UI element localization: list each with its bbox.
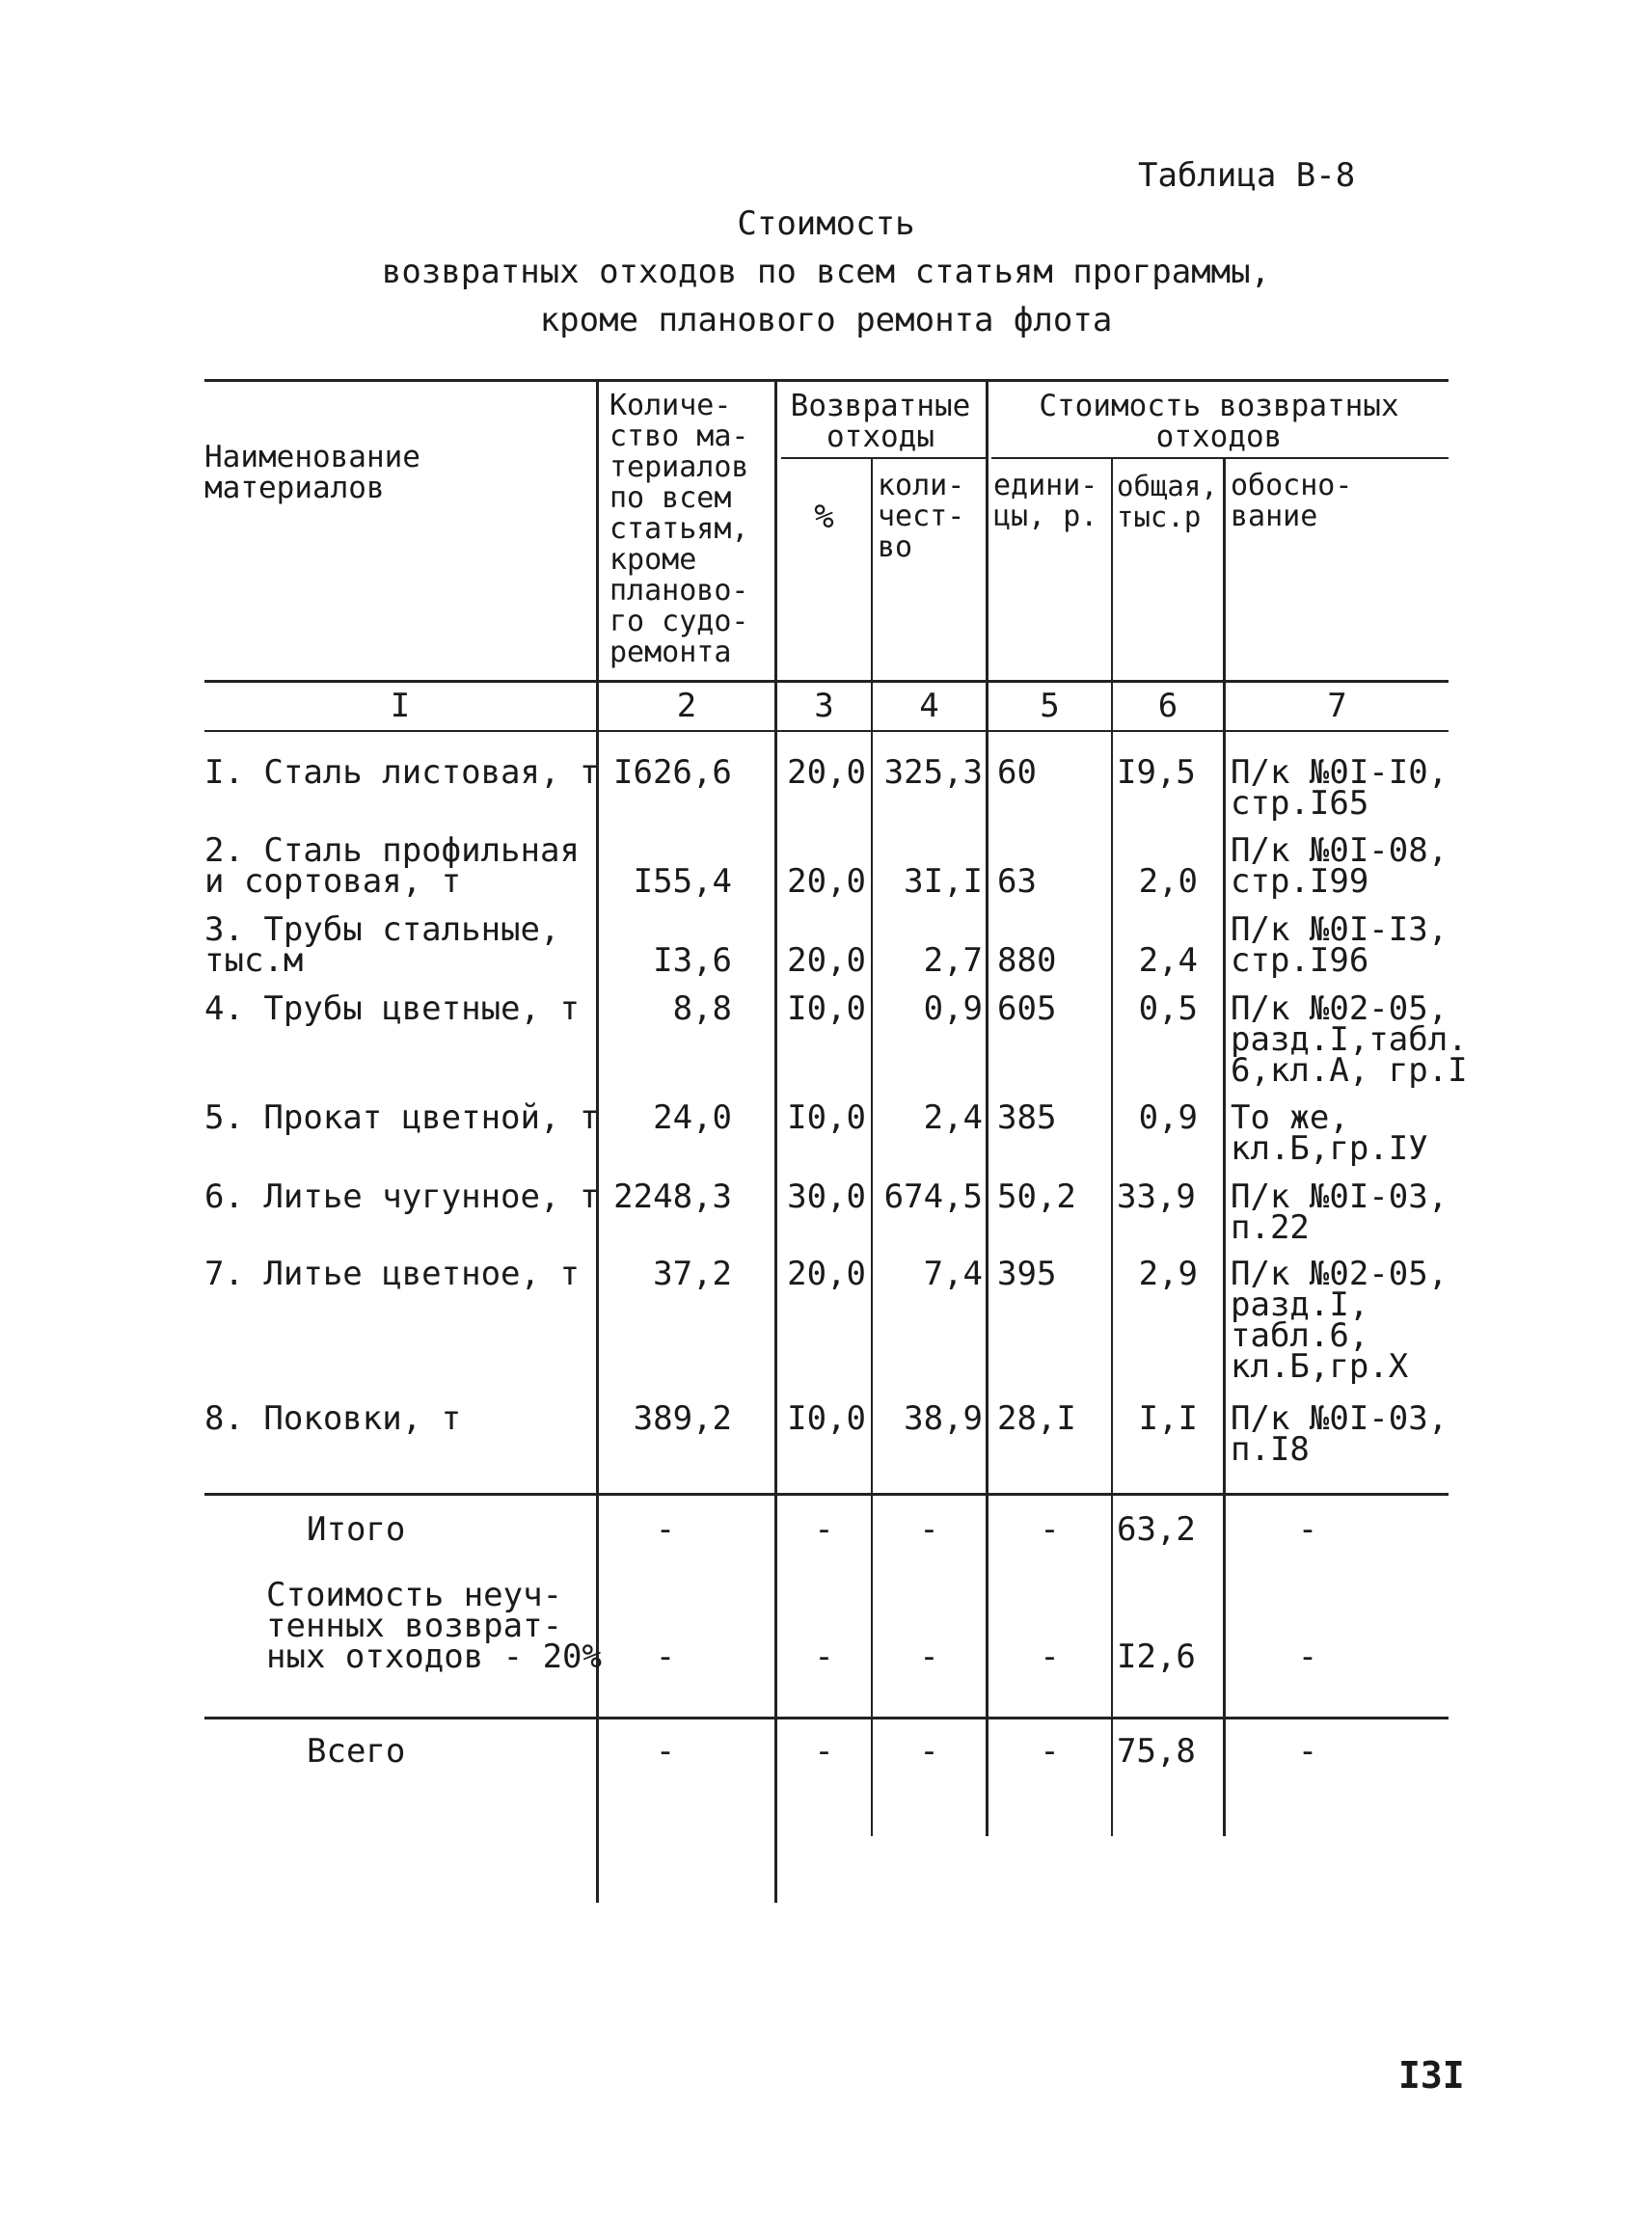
table-row-5-name: 5. Прокат цветной, т [204,1098,600,1137]
table-row-4-pct: I0,0 [787,989,866,1028]
table-row-2-unit: 63 [997,862,1037,901]
subtotal-qty: - [655,1510,676,1549]
grand-total-qty: - [655,1732,676,1771]
grand-total-basis: - [1297,1732,1318,1771]
table-row-5-pct: I0,0 [787,1098,866,1137]
table-row-3-unit: 880 [997,941,1057,980]
table-row-2-pct: 20,0 [787,862,866,901]
col-rule-4 [986,379,988,1836]
table-row-7-basis: П/к №02-05, разд.I, табл.6, кл.Б,гр.Х [1231,1255,1449,1386]
table-label: Таблица В-8 [1138,156,1356,195]
table-row-6-basis: П/к №0I-03, п.22 [1231,1178,1449,1247]
grand-total-unit: - [1040,1732,1060,1771]
table-row-3-amount: 2,7 [923,941,983,980]
table-row-2-amount: 3I,I [904,862,983,901]
grand-total-amount: - [919,1732,939,1771]
col-number-6: 6 [1157,687,1178,725]
col-rule-5 [1111,457,1113,1836]
table-row-8-qty: 389,2 [633,1399,732,1438]
col-rule-6 [1223,457,1226,1836]
table-row-5-basis: То же, кл.Б,гр.IУ [1231,1098,1428,1168]
table-row-1-pct: 20,0 [787,753,866,792]
table-row-3-pct: 20,0 [787,941,866,980]
table-row-3-total: 2,4 [1138,941,1198,980]
table-row-5-qty: 24,0 [653,1098,732,1137]
table-row-5-total: 0,9 [1138,1098,1198,1137]
table-row-1-total: I9,5 [1117,753,1196,792]
header-percent: % [814,498,834,536]
rule-total [204,1717,1449,1719]
table-row-4-amount: 0,9 [923,989,983,1028]
col-number-2: 2 [676,687,697,725]
col-number-3: 3 [814,687,834,725]
rule-cost-sub [991,457,1449,459]
unaccounted-qty: - [655,1638,676,1676]
table-row-6-amount: 674,5 [883,1178,983,1216]
table-row-8-pct: I0,0 [787,1399,866,1438]
subtotal-pct: - [814,1510,834,1549]
table-row-1-basis: П/к №0I-I0, стр.I65 [1231,753,1449,823]
header-quantity: Количе- ство ма- териалов по всем статьям, кроме планово- го судо- ремонта [609,389,749,669]
col-rule-2 [774,379,777,1903]
grand-total-pct: - [814,1732,834,1771]
table-row-7-pct: 20,0 [787,1255,866,1293]
subtotal-basis: - [1297,1510,1318,1549]
table-row-4-name: 4. Трубы цветные, т [204,989,580,1028]
table-row-4-unit: 605 [997,989,1057,1028]
header-amount: коли- чест- во [878,469,965,564]
rule-subtotal [204,1493,1449,1496]
table-row-6-name: 6. Литье чугунное, т [204,1178,600,1216]
table-row-7-name: 7. Литье цветное, т [204,1255,580,1293]
subtotal-label: Итого [307,1510,406,1549]
table-row-1-qty: I626,6 [613,753,732,792]
title-line-2: возвратных отходов по всем статьям программы, [381,253,1271,291]
table-row-6-qty: 2248,3 [613,1178,732,1216]
col-rule-3 [871,457,873,1836]
col-number-5: 5 [1040,687,1060,725]
col-number-4: 4 [919,687,939,725]
title-line-1: Стоимость [737,204,915,243]
rule-col-numbers [204,730,1449,732]
header-cost: Стоимость возвратных отходов [1039,389,1399,454]
table-row-3-name: 3. Трубы стальные, тыс.м [204,910,560,980]
table-row-7-unit: 395 [997,1255,1057,1293]
table-row-3-qty: I3,6 [653,941,732,980]
subtotal-total: 63,2 [1117,1510,1196,1549]
grand-total-total: 75,8 [1117,1732,1196,1771]
table-row-8-basis: П/к №0I-03, п.I8 [1231,1399,1449,1469]
table-row-2-name: 2. Сталь профильная и сортовая, т [204,831,580,901]
subtotal-unit: - [1040,1510,1060,1549]
unaccounted-unit: - [1040,1638,1060,1676]
table-row-7-total: 2,9 [1138,1255,1198,1293]
rule-top [204,379,1449,382]
header-returnable: Возвратные отходы [790,389,971,454]
header-unit: едини- цы, р. [993,469,1098,533]
table-row-8-total: I,I [1138,1399,1198,1438]
grand-total-label: Всего [307,1732,406,1771]
table-row-5-amount: 2,4 [923,1098,983,1137]
table-row-4-basis: П/к №02-05, разд.I,табл. 6,кл.А, гр.I [1231,989,1468,1090]
table-row-7-amount: 7,4 [923,1255,983,1293]
unaccounted-amount: - [919,1638,939,1676]
table-row-6-pct: 30,0 [787,1178,866,1216]
table-row-4-qty: 8,8 [672,989,732,1028]
table-row-8-unit: 28,I [997,1399,1076,1438]
table-row-1-amount: 325,3 [883,753,983,792]
table-row-2-total: 2,0 [1138,862,1198,901]
col-number-1: I [390,687,411,725]
table-row-1-unit: 60 [997,753,1037,792]
col-number-7: 7 [1327,687,1347,725]
table-row-8-name: 8. Поковки, т [204,1399,462,1438]
rule-returnable-sub [781,457,986,459]
header-name: Наименование материалов [204,440,420,505]
unaccounted-label: Стоимость неуч- тенных возврат- ных отходов - 20% [266,1576,602,1676]
unaccounted-pct: - [814,1638,834,1676]
table-row-8-amount: 38,9 [904,1399,983,1438]
header-basis: обосно- вание [1231,469,1353,533]
subtotal-amount: - [919,1510,939,1549]
table-row-6-total: 33,9 [1117,1178,1196,1216]
unaccounted-basis: - [1297,1638,1318,1676]
table-row-7-qty: 37,2 [653,1255,732,1293]
table-row-6-unit: 50,2 [997,1178,1076,1216]
rule-header-bottom [204,680,1449,683]
table-row-3-basis: П/к №0I-I3, стр.I96 [1231,910,1449,980]
table-row-1-name: I. Сталь листовая, т [204,753,600,792]
page-number: I3I [1398,2054,1465,2097]
unaccounted-total: I2,6 [1117,1638,1196,1676]
header-total: общая, тыс.р [1117,470,1218,533]
table-row-2-basis: П/к №0I-08, стр.I99 [1231,831,1449,901]
table-row-4-total: 0,5 [1138,989,1198,1028]
table-row-5-unit: 385 [997,1098,1057,1137]
table-row-2-qty: I55,4 [633,862,732,901]
title-line-3: кроме планового ремонта флота [539,301,1113,339]
